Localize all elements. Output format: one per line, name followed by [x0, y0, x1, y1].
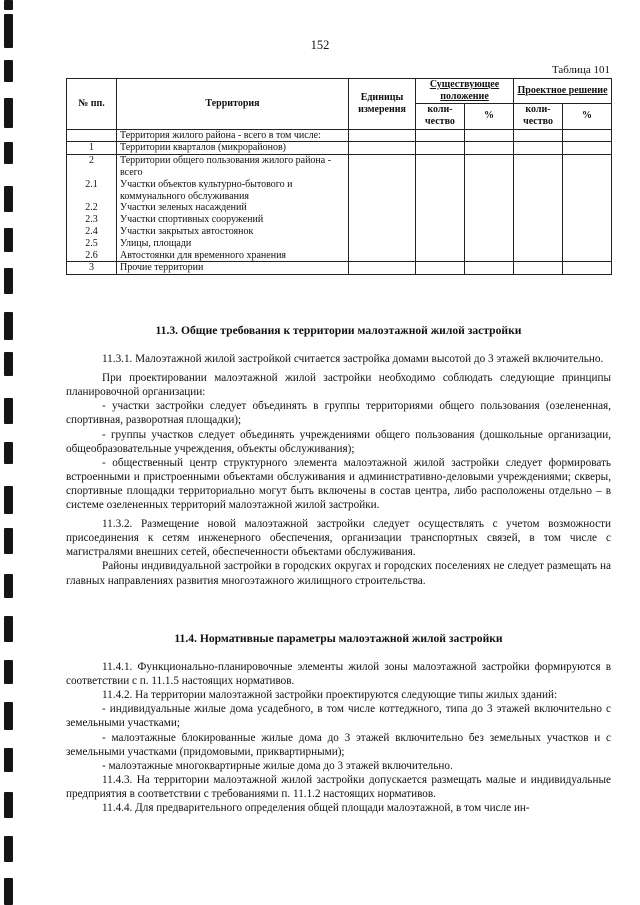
- section-heading: 11.3. Общие требования к территории малоэтажной жилой застройки: [155, 324, 522, 337]
- section-11-3: [66, 324, 611, 588]
- table-row: Территория жилого района - всего в том числе:: [67, 129, 612, 142]
- header-qty-project: коли- чество: [514, 103, 563, 129]
- table-row: 2.2 Участки зеленых насаждений: [67, 202, 612, 214]
- scan-binding-edge: [0, 0, 20, 905]
- header-territory: Территория: [117, 79, 349, 130]
- header-percent-project: %: [563, 103, 612, 129]
- table-row: 2.3 Участки спортивных сооружений: [67, 214, 612, 226]
- list-item: - малоэтажные многоквартирные жилые дома до 3 этажей включительно.: [102, 759, 453, 772]
- paragraph: 11.4.4. Для предварительного определения общей площади малоэтажной, в том числе ин-: [102, 802, 530, 815]
- table-caption: Таблица 101: [551, 64, 610, 76]
- table-row: 3 Прочие территории: [67, 262, 612, 275]
- paragraph: 11.3.2. Размещение новой малоэтажной застройки следует осуществлять с учетом возможности присоединения к сетям инженерного обеспечения, организации транспортных связей, в том числе с магистралями внешних сетей, обеспеченности объектами обслуживания.: [66, 518, 611, 559]
- list-item: - малоэтажные блокированные жилые дома до 3 этажей включительно без земельных участков и с земельными участками (придомовыми, приквартирными);: [66, 731, 611, 758]
- table-row: 2.6 Автостоянки для временного хранения: [67, 250, 612, 262]
- section-11-4: [66, 632, 611, 815]
- table-row: 1 Территории кварталов (микрорайонов): [67, 142, 612, 155]
- paragraph: При проектировании малоэтажной жилой застройки необходимо соблюдать следующие принципы планировочной организации:: [66, 372, 611, 399]
- territory-table: [66, 78, 612, 275]
- paragraph: 11.4.3. На территории малоэтажной жилой застройки допускается размещать малые и индивидуальные предприятия в соответствии с требованиями п. 11.1.2 настоящих нормативов.: [66, 773, 611, 800]
- paragraph: 11.3.1. Малоэтажной жилой застройкой считается застройка домами высотой до 3 этажей включительно.: [102, 353, 604, 366]
- paragraph: Районы индивидуальной застройки в городских округах и городских поселениях не следует размещать на главных направлениях развития многоэтажного жилищного строительства.: [66, 560, 611, 587]
- table-row: 2.1 Участки объектов культурно-бытового и коммунального обслуживания: [67, 179, 612, 203]
- page-number: 152: [310, 38, 330, 52]
- header-project: Проектное решение: [514, 79, 612, 104]
- table-row: 2 Территории общего пользования жилого района - всего: [67, 155, 612, 179]
- list-item: - общественный центр структурного элемента малоэтажной жилой застройки следует формировать встроенными и пристроенными объектами обслуживания и административно-деловыми учреждениями; скверы, спортивные площадки территориально могут быть включены в состав центра, либо расположены отдельно – в системе озелененных территорий малоэтажной жилой застройки.: [66, 456, 611, 512]
- header-qty-existing: коли- чество: [416, 103, 465, 129]
- list-item: - группы участков следует объединять учреждениями общего пользования (дошкольные организации, общеобразовательные учреждения, объекты обслуживания);: [66, 428, 611, 455]
- table-row: 2.5 Улицы, площади: [67, 238, 612, 250]
- paragraph: 11.4.2. На территории малоэтажной застройки проектируются следующие типы жилых зданий:: [102, 689, 558, 702]
- section-heading: 11.4. Нормативные параметры малоэтажной жилой застройки: [174, 632, 503, 645]
- list-item: - участки застройки следует объединять в группы территориями общего пользования (озелененная, спортивная, разворотная площадки);: [66, 400, 611, 427]
- header-units: Единицы измерения: [349, 79, 416, 130]
- table-row: 2.4 Участки закрытых автостоянок: [67, 226, 612, 238]
- list-item: - индивидуальные жилые дома усадебного, в том числе коттеджного, типа до 3 этажей включительно с земельными участками;: [66, 703, 611, 730]
- header-percent-existing: %: [465, 103, 514, 129]
- paragraph: 11.4.1. Функционально-планировочные элементы жилой зоны малоэтажной застройки формируются в соответствии с п. 11.1.5 настоящих нормативов.: [66, 661, 611, 688]
- header-existing: Существующее положение: [416, 79, 514, 104]
- header-num: № пп.: [67, 79, 117, 130]
